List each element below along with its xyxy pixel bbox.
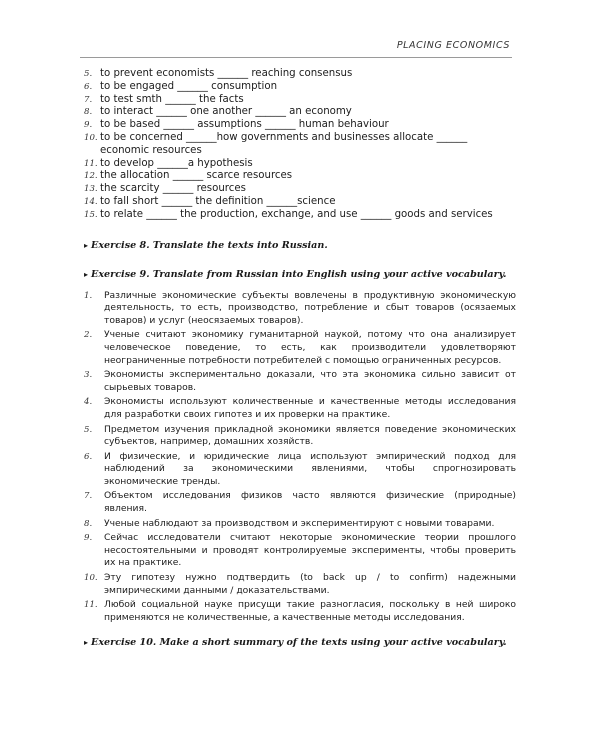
list-item [84,396,516,421]
list-item [84,81,516,94]
list-item [84,518,516,531]
list-item [84,532,516,570]
item-number: 13. [84,184,98,195]
page-content [84,68,516,648]
item-number: 7. [84,94,93,105]
item-text: to be based ______ assumptions ______ human behaviour [100,119,389,131]
item-text: Экономисты экспериментально доказали, что эта экономика сильно зависит от сырьевых товаров. [104,369,516,393]
item-number: 15. [84,209,98,220]
exercise-8-heading [84,240,516,251]
item-text: Ученые наблюдают за производством и экспериментируют с новыми товарами. [104,517,495,529]
item-number: 4. [84,397,93,408]
item-number: 9. [84,533,93,544]
triangle-bullet-icon: ▸ [84,268,89,279]
item-number: 14. [84,196,98,207]
item-text: to interact ______ one another ______ an economy [100,106,352,118]
item-text: Предметом изучения прикладной экономики является поведение экономических субъектов, например, домашних хозяйств. [104,423,516,448]
item-text: the scarcity ______ resources [100,183,246,195]
item-number: 11. [84,158,98,169]
item-text: И физические, и юридические лица используют эмпирический подход для наблюдений за экономическими явлениями, чтобы спрогнозировать экономические тренды. [104,450,516,487]
list-item [84,209,516,222]
item-number: 7. [84,491,93,502]
item-text: Различные экономические субъекты вовлечены в продуктивную экономическую деятельность, то есть, производство, потребление и сбыт товаров (осязаемых товаров) и услуг (неосязаемых товаров). [104,289,516,326]
item-number: 8. [84,518,93,529]
item-text: to be concerned ______how governments and businesses allocate ______ economic resources [100,131,468,156]
item-number: 1. [84,290,93,301]
exercise-8-text: Exercise 8. Translate the texts into Russian. [91,239,328,251]
list-item [84,132,516,158]
list-item [84,158,516,171]
list-item [84,572,516,597]
vocabulary-list [84,68,516,222]
running-header: PLACING ECONOMICS [396,40,510,51]
list-item [84,94,516,107]
item-number: 2. [84,330,93,341]
item-text: to prevent economists ______ reaching consensus [100,68,353,79]
item-text: to relate ______ the production, exchange, and use ______ goods and services [100,208,493,220]
list-item [84,424,516,449]
list-item [84,170,516,183]
list-item [84,599,516,624]
item-number: 11. [84,600,98,611]
item-number: 10. [84,132,98,143]
item-text: to develop ______a hypothesis [100,157,253,169]
item-text: to fall short ______ the definition ______science [100,195,336,207]
list-item [84,119,516,132]
item-text: to test smth ______ the facts [100,93,244,105]
item-text: Любой социальной науке присущи такие разногласия, поскольку в ней широко применяются не количественные, а качественные методы исследования. [104,599,516,623]
exercise-9-text: Exercise 9. Translate from Russian into English using your active vocabulary. [91,268,507,280]
item-text: to be engaged ______ consumption [100,80,278,92]
item-number: 3. [84,370,93,381]
exercise-10-heading [84,637,516,648]
item-text: Объектом исследования физиков часто являются физические (природные) явления. [104,490,516,515]
item-text: Ученые считают экономику гуманитарной наукой, потому что она анализирует человеческое поведение, то есть, как производители удовлетворяют неограниченные потребности потребителей с помощью ограниченных ресурсов. [104,329,516,366]
exercise-9-heading [84,269,516,280]
list-item [84,196,516,209]
list-item [84,106,516,119]
item-number: 5. [84,69,93,79]
item-number: 6. [84,451,93,462]
list-item [84,451,516,489]
item-number: 10. [84,573,98,584]
item-text: Сейчас исследователи считают некоторые экономические теории прошлого несостоятельными и проводят контролируемые эксперименты, чтобы проверить их на практике. [104,532,516,569]
item-number: 8. [84,107,93,118]
triangle-bullet-icon: ▸ [84,637,89,648]
item-text: the allocation ______ scarce resources [100,170,293,182]
triangle-bullet-icon: ▸ [84,239,89,250]
header-rule [80,57,512,58]
translation-list [84,290,516,625]
exercise-10-text: Exercise 10. Make a short summary of the texts using your active vocabulary. [91,637,507,649]
item-number: 9. [84,120,93,131]
list-item [84,183,516,196]
item-number: 6. [84,81,93,92]
list-item [84,68,516,81]
item-number: 12. [84,171,98,182]
item-text: Экономисты используют количественные и качественные методы исследования для разработки своих гипотез и их проверки на практике. [104,396,516,420]
list-item [84,329,516,367]
list-item [84,490,516,515]
list-item [84,290,516,328]
item-text: Эту гипотезу нужно подтвердить (to back up / to confirm) надежными эмпирическими данными / доказательствами. [104,572,516,596]
item-number: 5. [84,424,93,435]
list-item [84,369,516,394]
